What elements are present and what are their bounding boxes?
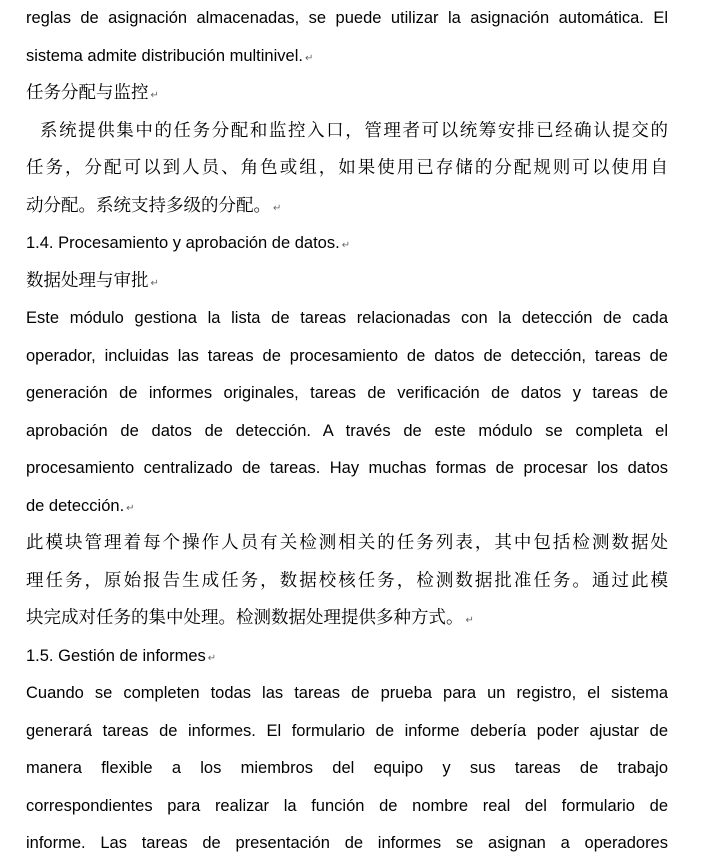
text-line: de detección. ↵ <box>26 488 668 526</box>
text-line: informe. Las tareas de presentación de informes se asignan a operadores <box>26 834 668 852</box>
section-heading: 1.5. Gestión de informes ↵ <box>26 638 668 676</box>
paragraph-mark-icon: ↵ <box>273 202 282 214</box>
paragraph-mark-icon: ↵ <box>150 90 159 101</box>
text-line: aprobación de datos de detección. A través de este módulo se completa el <box>26 421 668 440</box>
paragraph-mark-icon: ↵ <box>341 240 351 251</box>
text-line: generación de informes originales, tareas de verificación de datos y tareas de <box>26 384 668 402</box>
paragraph-mark-icon: ↵ <box>207 652 217 664</box>
text-line: 此模块管理着每个操作人员有关检测相关的任务列表，其中包括检测数据处 <box>26 533 668 553</box>
section-subtitle: 数据处理与审批 ↵ <box>26 263 668 301</box>
text-line: generará tareas de informes. El formulario de informe debería poder ajustar de <box>26 721 668 740</box>
section-subtitle: 任务分配与监控 ↵ <box>26 75 668 113</box>
document-page <box>26 0 668 863</box>
text-line: manera flexible a los miembros del equipo y sus tareas de trabajo <box>26 759 668 777</box>
text-line: sistema admite distribución multinivel. ↵ <box>26 38 668 76</box>
text-line: 动分配。系统支持多级的分配。 ↵ <box>26 188 668 226</box>
paragraph-mark-icon: ↵ <box>304 52 314 64</box>
text-line: operador, incluidas las tareas de procesamiento de datos de detección, tareas de <box>26 346 668 365</box>
text-line: reglas de asignación almacenadas, se puede utilizar la asignación automática. El <box>26 9 668 27</box>
text-line: 任务，分配可以到人员、角色或组，如果使用已存储的分配规则可以使用自 <box>26 158 668 178</box>
paragraph-mark-icon: ↵ <box>150 277 159 289</box>
section-heading: 1.4. Procesamiento y aprobación de datos. ↵ <box>26 225 668 263</box>
text-line: 系统提供集中的任务分配和监控入口，管理者可以统筹安排已经确认提交的 <box>40 120 668 141</box>
text-line: correspondientes para realizar la función de nombre real del formulario de <box>26 796 668 815</box>
text-line: 块完成对任务的集中处理。检测数据处理提供多种方式。 ↵ <box>26 600 668 638</box>
text-line: Este módulo gestiona la lista de tareas relacionadas con la detección de cada <box>26 309 668 327</box>
paragraph-mark-icon: ↵ <box>465 615 474 626</box>
text-line: 理任务，原始报告生成任务，数据校核任务，检测数据批准任务。通过此模 <box>26 570 668 591</box>
text-line: procesamiento centralizado de tareas. Hay muchas formas de procesar los datos <box>26 459 668 477</box>
text-line: Cuando se completen todas las tareas de prueba para un registro, el sistema <box>26 684 668 702</box>
paragraph-mark-icon: ↵ <box>126 502 135 514</box>
